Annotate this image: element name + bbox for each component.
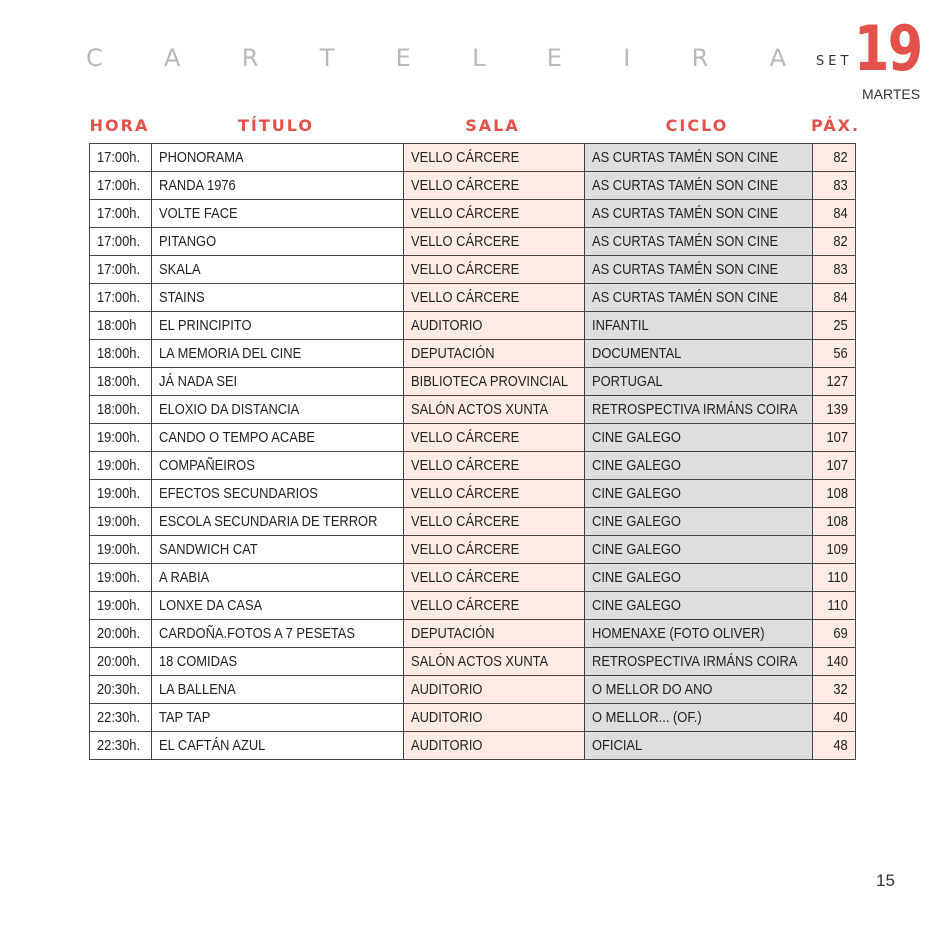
cell-ciclo (585, 508, 813, 536)
cell-titulo (152, 732, 404, 760)
title-letter: A (769, 44, 786, 72)
cell-titulo-text: COMPAÑEIROS (159, 457, 255, 474)
cell-sala (404, 312, 585, 340)
cell-pax (813, 536, 856, 564)
table-row (90, 592, 856, 620)
column-header-sala: SALA (465, 116, 520, 135)
table-row (90, 200, 856, 228)
cell-sala-text: AUDITORIO (411, 709, 483, 726)
cell-ciclo (585, 452, 813, 480)
cell-ciclo-text: AS CURTAS TAMÉN SON CINE (592, 233, 779, 250)
table-row (90, 228, 856, 256)
weekday-label: MARTES (862, 86, 921, 102)
column-headers (89, 116, 861, 138)
cell-pax (813, 508, 856, 536)
day-number: 19 (854, 12, 922, 85)
cell-sala-text: DEPUTACIÓN (411, 345, 495, 362)
cell-ciclo-text: DOCUMENTAL (592, 345, 682, 362)
cell-pax-text: 25 (833, 317, 848, 334)
column-header-pax: PÁX. (811, 116, 861, 135)
cell-pax-text: 110 (827, 569, 848, 586)
cell-ciclo (585, 228, 813, 256)
cell-pax-text: 110 (827, 597, 848, 614)
cell-hora (90, 368, 152, 396)
cell-pax (813, 620, 856, 648)
cell-pax-text: 56 (833, 345, 848, 362)
cell-hora (90, 256, 152, 284)
cell-sala-text: VELLO CÁRCERE (411, 457, 520, 474)
cell-pax (813, 648, 856, 676)
cell-titulo (152, 396, 404, 424)
cell-titulo-text: 18 COMIDAS (159, 653, 238, 670)
cell-hora-text: 17:00h. (97, 149, 141, 166)
cell-sala (404, 704, 585, 732)
cell-hora (90, 396, 152, 424)
cell-titulo (152, 256, 404, 284)
cell-titulo (152, 228, 404, 256)
cell-hora-text: 20:00h. (97, 653, 141, 670)
cell-titulo (152, 340, 404, 368)
cell-pax (813, 424, 856, 452)
cell-ciclo-text: CINE GALEGO (592, 513, 681, 530)
title-letter: A (164, 44, 181, 72)
table-row (90, 732, 856, 760)
cell-pax (813, 200, 856, 228)
cell-titulo-text: EFECTOS SECUNDARIOS (159, 485, 318, 502)
cell-sala (404, 620, 585, 648)
cell-ciclo-text: CINE GALEGO (592, 485, 681, 502)
table-row (90, 312, 856, 340)
cell-ciclo (585, 704, 813, 732)
cell-sala-text: AUDITORIO (411, 681, 483, 698)
cell-pax-text: 40 (833, 709, 848, 726)
cell-hora (90, 452, 152, 480)
cell-sala-text: VELLO CÁRCERE (411, 261, 520, 278)
cell-sala-text: VELLO CÁRCERE (411, 541, 520, 558)
cell-hora-text: 20:00h. (97, 625, 141, 642)
cell-sala (404, 144, 585, 172)
cell-hora (90, 144, 152, 172)
cell-hora-text: 19:00h. (97, 485, 141, 502)
cell-titulo-text: RANDA 1976 (159, 177, 236, 194)
table-row (90, 424, 856, 452)
cell-pax (813, 284, 856, 312)
cell-titulo-text: TAP TAP (159, 709, 211, 726)
table-row (90, 368, 856, 396)
cell-pax (813, 480, 856, 508)
cell-hora-text: 17:00h. (97, 261, 141, 278)
cell-titulo (152, 368, 404, 396)
table-row (90, 396, 856, 424)
cell-sala-text: VELLO CÁRCERE (411, 289, 520, 306)
cell-pax-text: 108 (826, 513, 848, 530)
cell-pax-text: 109 (826, 541, 848, 558)
cell-titulo-text: STAINS (159, 289, 205, 306)
cell-sala (404, 732, 585, 760)
cell-ciclo-text: HOMENAXE (FOTO OLIVER) (592, 625, 765, 642)
cell-hora (90, 676, 152, 704)
title-letter: L (472, 44, 486, 72)
cell-sala-text: VELLO CÁRCERE (411, 205, 520, 222)
cell-ciclo (585, 592, 813, 620)
cell-titulo-text: CARDOÑA.FOTOS A 7 PESETAS (159, 625, 355, 642)
cell-hora (90, 536, 152, 564)
cell-sala (404, 256, 585, 284)
cell-sala-text: AUDITORIO (411, 317, 483, 334)
cell-pax (813, 256, 856, 284)
cell-ciclo-text: CINE GALEGO (592, 457, 681, 474)
cell-titulo-text: SKALA (159, 261, 201, 278)
cell-sala (404, 536, 585, 564)
cell-pax-text: 32 (833, 681, 848, 698)
cell-ciclo (585, 144, 813, 172)
cell-hora-text: 17:00h. (97, 205, 141, 222)
title-letter: E (395, 44, 411, 72)
cell-sala-text: VELLO CÁRCERE (411, 149, 520, 166)
cell-sala (404, 172, 585, 200)
column-header-hora: HORA (89, 116, 150, 135)
table-row (90, 256, 856, 284)
cell-hora-text: 19:00h. (97, 569, 141, 586)
cell-pax (813, 368, 856, 396)
cell-hora-text: 22:30h. (97, 737, 141, 754)
table-row (90, 172, 856, 200)
cell-titulo-text: A RABIA (159, 569, 210, 586)
cell-titulo (152, 312, 404, 340)
cell-pax-text: 127 (826, 373, 848, 390)
cell-sala-text: DEPUTACIÓN (411, 625, 495, 642)
cell-sala-text: VELLO CÁRCERE (411, 485, 520, 502)
cell-titulo-text: SANDWICH CAT (159, 541, 258, 558)
table-row (90, 704, 856, 732)
cell-ciclo-text: CINE GALEGO (592, 569, 681, 586)
cell-titulo (152, 648, 404, 676)
cell-ciclo (585, 676, 813, 704)
cell-ciclo-text: INFANTIL (592, 317, 649, 334)
cell-hora-text: 17:00h. (97, 289, 141, 306)
cell-hora (90, 480, 152, 508)
cell-pax (813, 396, 856, 424)
cell-ciclo (585, 480, 813, 508)
cell-sala (404, 592, 585, 620)
column-header-titulo: TÍTULO (238, 116, 314, 135)
column-header-ciclo: CICLO (665, 116, 729, 135)
cell-pax-text: 108 (826, 485, 848, 502)
cell-hora-text: 18:00h. (97, 345, 141, 362)
cell-pax (813, 564, 856, 592)
cell-hora-text: 19:00h. (97, 597, 141, 614)
cell-ciclo (585, 368, 813, 396)
cell-hora (90, 564, 152, 592)
cell-hora (90, 312, 152, 340)
cell-titulo (152, 676, 404, 704)
title-letter: T (319, 44, 335, 72)
cell-ciclo (585, 256, 813, 284)
cell-ciclo-text: AS CURTAS TAMÉN SON CINE (592, 177, 779, 194)
cell-pax-text: 107 (826, 457, 848, 474)
title-letter: R (241, 44, 259, 72)
cell-sala (404, 340, 585, 368)
cell-ciclo (585, 340, 813, 368)
cell-hora-text: 18:00h. (97, 401, 141, 418)
table-row (90, 480, 856, 508)
cell-hora-text: 17:00h. (97, 177, 141, 194)
cell-sala (404, 564, 585, 592)
cell-sala (404, 452, 585, 480)
cell-sala (404, 396, 585, 424)
cell-pax (813, 228, 856, 256)
table-row (90, 340, 856, 368)
cell-pax-text: 84 (833, 289, 848, 306)
cell-titulo-text: PHONORAMA (159, 149, 244, 166)
cell-pax-text: 140 (826, 653, 848, 670)
cell-sala-text: VELLO CÁRCERE (411, 177, 520, 194)
cell-titulo (152, 704, 404, 732)
page-title-cartelera (86, 44, 786, 72)
cell-pax-text: 84 (833, 205, 848, 222)
cell-titulo-text: VOLTE FACE (159, 205, 238, 222)
cell-hora (90, 732, 152, 760)
table-row (90, 620, 856, 648)
cell-sala (404, 480, 585, 508)
cell-pax-text: 83 (833, 261, 848, 278)
cell-ciclo-text: AS CURTAS TAMÉN SON CINE (592, 261, 779, 278)
cell-ciclo-text: PORTUGAL (592, 373, 663, 390)
cell-pax (813, 144, 856, 172)
cell-hora (90, 172, 152, 200)
title-letter: E (546, 44, 562, 72)
cell-hora (90, 508, 152, 536)
cell-sala-text: VELLO CÁRCERE (411, 233, 520, 250)
cell-hora-text: 19:00h. (97, 457, 141, 474)
cell-titulo (152, 564, 404, 592)
cell-titulo-text: EL PRINCIPITO (159, 317, 252, 334)
cell-sala (404, 648, 585, 676)
cell-ciclo (585, 284, 813, 312)
cell-ciclo-text: O MELLOR... (OF.) (592, 709, 702, 726)
cell-pax (813, 732, 856, 760)
cell-titulo-text: JÁ NADA SEI (159, 373, 238, 390)
cell-pax (813, 340, 856, 368)
cell-hora-text: 19:00h. (97, 541, 141, 558)
cell-titulo (152, 144, 404, 172)
cell-titulo-text: ESCOLA SECUNDARIA DE TERROR (159, 513, 378, 530)
cell-hora (90, 592, 152, 620)
cell-pax-text: 48 (833, 737, 848, 754)
cell-titulo (152, 284, 404, 312)
cell-ciclo-text: OFICIAL (592, 737, 643, 754)
schedule-table (89, 143, 856, 760)
cell-sala-text: VELLO CÁRCERE (411, 597, 520, 614)
cell-sala (404, 508, 585, 536)
cell-ciclo (585, 396, 813, 424)
cell-ciclo-text: O MELLOR DO ANO (592, 681, 713, 698)
cell-pax (813, 312, 856, 340)
cell-pax (813, 676, 856, 704)
cell-hora (90, 620, 152, 648)
cell-sala (404, 284, 585, 312)
cell-sala-text: VELLO CÁRCERE (411, 569, 520, 586)
cell-sala-text: SALÓN ACTOS XUNTA (411, 401, 549, 418)
cell-pax-text: 82 (833, 233, 848, 250)
cell-titulo-text: LA BALLENA (159, 681, 236, 698)
cell-ciclo (585, 200, 813, 228)
cell-ciclo-text: RETROSPECTIVA IRMÁNS COIRA (592, 401, 798, 418)
cell-ciclo-text: CINE GALEGO (592, 429, 681, 446)
cell-titulo (152, 480, 404, 508)
cell-sala-text: SALÓN ACTOS XUNTA (411, 653, 549, 670)
cell-ciclo (585, 312, 813, 340)
cell-hora (90, 200, 152, 228)
table-row (90, 144, 856, 172)
table-row (90, 536, 856, 564)
cell-titulo (152, 424, 404, 452)
cell-pax-text: 69 (833, 625, 848, 642)
cell-hora (90, 424, 152, 452)
cell-hora (90, 228, 152, 256)
cell-titulo (152, 452, 404, 480)
cell-pax (813, 172, 856, 200)
cell-hora-text: 17:00h. (97, 233, 141, 250)
cell-hora-text: 19:00h. (97, 513, 141, 530)
cell-ciclo-text: AS CURTAS TAMÉN SON CINE (592, 149, 779, 166)
cell-titulo (152, 620, 404, 648)
cell-hora-text: 22:30h. (97, 709, 141, 726)
cell-ciclo (585, 648, 813, 676)
cell-pax-text: 82 (833, 149, 848, 166)
cell-hora (90, 284, 152, 312)
cell-ciclo (585, 732, 813, 760)
cell-pax-text: 139 (826, 401, 848, 418)
cell-ciclo-text: CINE GALEGO (592, 597, 681, 614)
table-row (90, 284, 856, 312)
cell-ciclo-text: AS CURTAS TAMÉN SON CINE (592, 289, 779, 306)
cell-ciclo (585, 172, 813, 200)
cell-pax (813, 592, 856, 620)
cell-titulo (152, 508, 404, 536)
cell-titulo (152, 172, 404, 200)
cell-titulo-text: LONXE DA CASA (159, 597, 263, 614)
cell-hora (90, 648, 152, 676)
month-label: SET (816, 54, 853, 69)
cell-pax-text: 83 (833, 177, 848, 194)
page-number: 15 (876, 871, 895, 890)
cell-sala (404, 368, 585, 396)
cell-sala-text: VELLO CÁRCERE (411, 429, 520, 446)
cell-titulo-text: LA MEMORIA DEL CINE (159, 345, 302, 362)
cell-pax (813, 704, 856, 732)
title-letter: R (691, 44, 709, 72)
cell-hora (90, 340, 152, 368)
cell-ciclo-text: AS CURTAS TAMÉN SON CINE (592, 205, 779, 222)
title-letter: C (86, 44, 103, 72)
cell-hora-text: 20:30h. (97, 681, 141, 698)
table-row (90, 564, 856, 592)
cell-ciclo (585, 564, 813, 592)
cell-ciclo (585, 424, 813, 452)
cell-ciclo-text: RETROSPECTIVA IRMÁNS COIRA (592, 653, 798, 670)
cell-hora-text: 18:00h (97, 317, 137, 334)
table-row (90, 676, 856, 704)
cell-pax-text: 107 (826, 429, 848, 446)
cell-sala (404, 424, 585, 452)
cell-hora-text: 19:00h. (97, 429, 141, 446)
table-row (90, 508, 856, 536)
table-row (90, 648, 856, 676)
cell-ciclo (585, 620, 813, 648)
cell-sala-text: AUDITORIO (411, 737, 483, 754)
cell-titulo (152, 200, 404, 228)
cell-sala (404, 676, 585, 704)
cell-hora-text: 18:00h. (97, 373, 141, 390)
cell-hora (90, 704, 152, 732)
cell-titulo-text: ELOXIO DA DISTANCIA (159, 401, 300, 418)
cell-titulo-text: CANDO O TEMPO ACABE (159, 429, 316, 446)
cell-sala-text: BIBLIOTECA PROVINCIAL (411, 373, 569, 390)
cell-ciclo-text: CINE GALEGO (592, 541, 681, 558)
cell-titulo-text: EL CAFTÁN AZUL (159, 737, 266, 754)
cell-titulo-text: PITANGO (159, 233, 217, 250)
cell-titulo (152, 536, 404, 564)
title-letter: I (623, 44, 631, 72)
cell-sala-text: VELLO CÁRCERE (411, 513, 520, 530)
cell-sala (404, 228, 585, 256)
table-row (90, 452, 856, 480)
cell-titulo (152, 592, 404, 620)
cell-ciclo (585, 536, 813, 564)
cell-pax (813, 452, 856, 480)
cell-sala (404, 200, 585, 228)
